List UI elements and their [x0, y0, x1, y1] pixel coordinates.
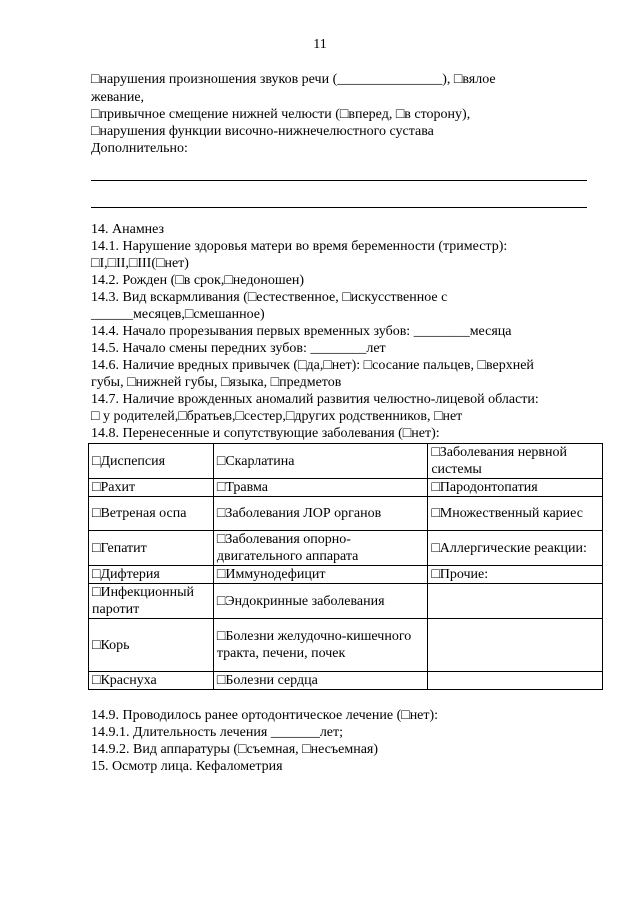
- blank-line: [91, 207, 587, 208]
- item-14-3-cont: ______месяцев,□смешанное): [91, 307, 265, 322]
- table-cell: □Краснуха: [89, 672, 214, 690]
- table-cell: □Пародонтопатия: [428, 479, 603, 497]
- table-row: [89, 497, 603, 531]
- additional-label: Дополнительно:: [91, 141, 188, 156]
- section-heading: 14. Анамнез: [91, 222, 165, 237]
- table-cell: □Травма: [213, 479, 427, 497]
- table-cell: □Болезни сердца: [213, 672, 427, 690]
- item-14-3: 14.3. Вид вскармливания (□естественное, □искусственное с: [91, 290, 448, 305]
- table-cell: □Рахит: [89, 479, 214, 497]
- table-cell: □Болезни желудочно-кишечного тракта, печени, почек: [213, 619, 427, 672]
- table-row: [89, 479, 603, 497]
- table-cell: □Ветреная оспа: [89, 497, 214, 531]
- table-cell: □Диспепсия: [89, 444, 214, 479]
- table-cell: □Множественный кариес: [428, 497, 603, 531]
- table-cell: □Заболевания опорно-двигательного аппарата: [213, 531, 427, 566]
- table-row: [89, 584, 603, 619]
- table-cell: □Скарлатина: [213, 444, 427, 479]
- table-cell: □Заболевания нервной системы: [428, 444, 603, 479]
- table-row: [89, 619, 603, 672]
- item-14-9-1: 14.9.1. Длительность лечения _______лет;: [91, 725, 344, 740]
- table-cell: [428, 619, 603, 672]
- item-14-5: 14.5. Начало смены передних зубов: ________лет: [91, 341, 386, 356]
- item-14-8: 14.8. Перенесенные и сопутствующие заболевания (□нет):: [91, 426, 440, 441]
- item-14-1-options: □I,□II,□III(□нет): [91, 256, 189, 271]
- table-cell: □Дифтерия: [89, 566, 214, 584]
- item-14-7: 14.7. Наличие врожденных аномалий развития челюстно-лицевой области:: [91, 392, 539, 407]
- section-heading-15: 15. Осмотр лица. Кефалометрия: [91, 759, 283, 774]
- item-14-9: 14.9. Проводилось ранее ортодонтическое лечение (□нет):: [91, 708, 439, 723]
- item-14-6-cont: губы, □нижней губы, □языка, □предметов: [91, 375, 342, 390]
- table-cell: □Аллергические реакции:: [428, 531, 603, 566]
- diseases-table: [88, 443, 603, 690]
- tmj-line: □нарушения функции височно-нижнечелюстного сустава: [91, 124, 434, 139]
- table-row: [89, 566, 603, 584]
- item-14-4: 14.4. Начало прорезывания первых временных зубов: ________месяца: [91, 324, 512, 339]
- table-cell: □Корь: [89, 619, 214, 672]
- table-cell: □Заболевания ЛОР органов: [213, 497, 427, 531]
- page-number: 11: [313, 37, 327, 52]
- table-cell: □Эндокринные заболевания: [213, 584, 427, 619]
- table-cell: [428, 584, 603, 619]
- table-cell: □Гепатит: [89, 531, 214, 566]
- table-cell: □Прочие:: [428, 566, 603, 584]
- item-14-6: 14.6. Наличие вредных привычек (□да,□нет): □сосание пальцев, □верхней: [91, 358, 534, 373]
- item-14-9-2: 14.9.2. Вид аппаратуры (□съемная, □несъемная): [91, 742, 379, 757]
- jaw-shift-line: □привычное смещение нижней челюсти (□вперед, □в сторону),: [91, 107, 471, 122]
- chewing-line: жевание,: [91, 90, 145, 105]
- table-row: [89, 531, 603, 566]
- table-cell: [428, 672, 603, 690]
- item-14-7-options: □ у родителей,□братьев,□сестер,□других родственников, □нет: [91, 409, 463, 424]
- item-14-2: 14.2. Рожден (□в срок,□недоношен): [91, 273, 305, 288]
- item-14-1: 14.1. Нарушение здоровья матери во время беременности (триместр):: [91, 239, 508, 254]
- table-row: [89, 672, 603, 690]
- table-cell: □Иммунодефицит: [213, 566, 427, 584]
- speech-disorder-line: □нарушения произношения звуков речи (_______________), □вялое: [91, 72, 496, 87]
- table-row: [89, 444, 603, 479]
- blank-line: [91, 180, 587, 181]
- table-cell: □Инфекционный паротит: [89, 584, 214, 619]
